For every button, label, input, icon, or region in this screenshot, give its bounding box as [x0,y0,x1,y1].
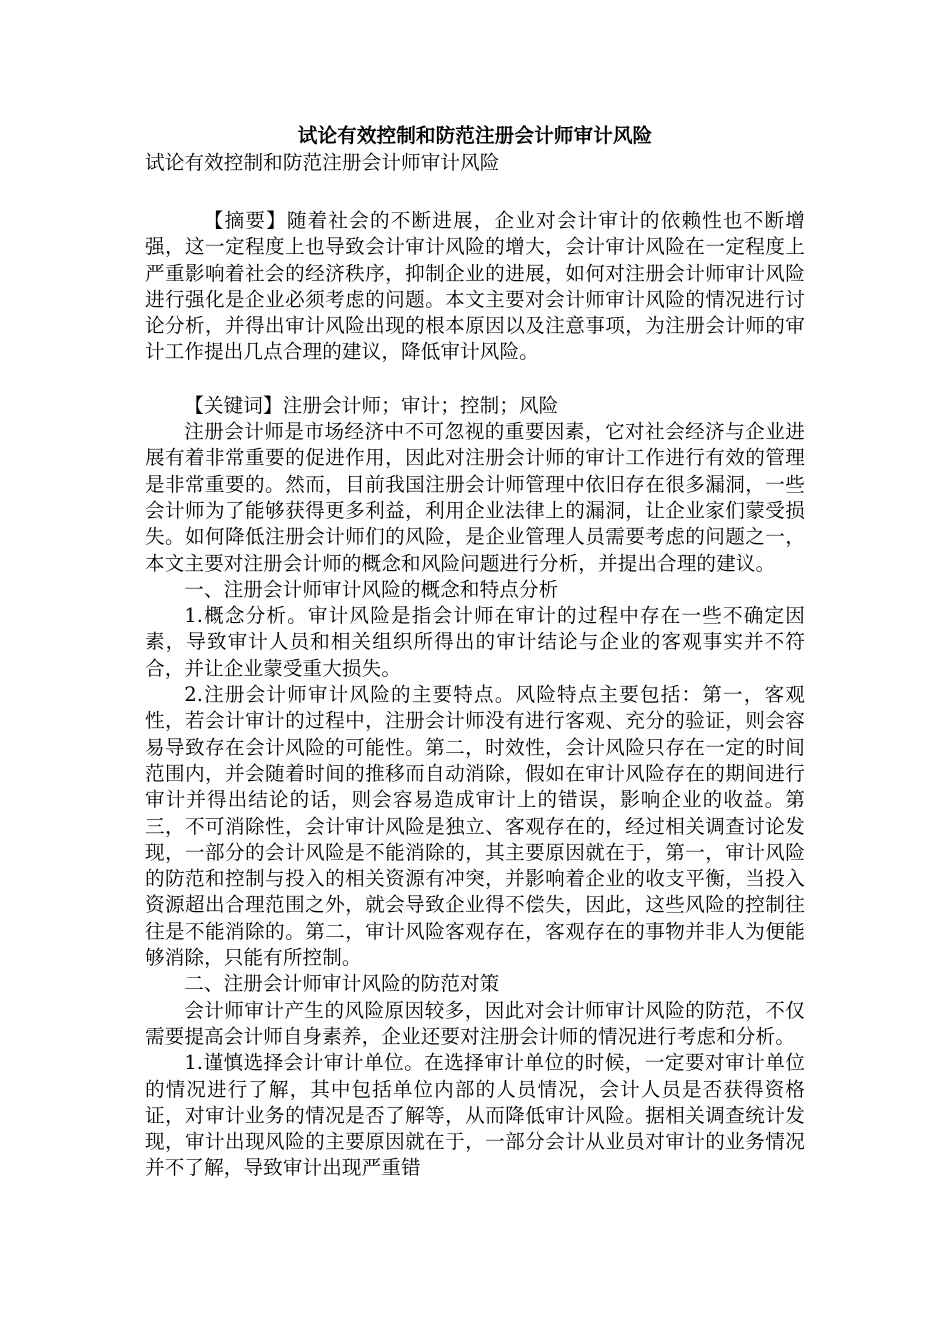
keywords-line: 【关键词】注册会计师；审计；控制；风险 [184,393,559,417]
section-heading-2: 二、注册会计师审计风险的防范对策 [184,972,500,996]
section1-paragraph-2: 2.注册会计师审计风险的主要特点。风险特点主要包括：第一，客观性，若会计审计的过程中，注册会计师没有进行客观、充分的验证，则会容易导致存在会计风险的可能性。第二，时效性，会计风险只存在一定的时间范围内，并会随着时间的推移而自动消除，假如在审计风险存在的期间进行审计并得出结论的话，则会容易造成审计上的错误，影响企业的收益。第三，不可消除性，会计审计风险是独立、客观存在的，经过相关调查讨论发现，一部分的会计风险是不能消除的，其主要原因就在于，第一，审计风险的防范和控制与投入的相关资源有冲突，并影响着企业的收支平衡，当投入资源超出合理范围之外，就会导致企业得不偿失，因此，这些风险的控制往往是不能消除的。第二，审计风险客观存在，客观存在的事物并非人为便能够消除，只能有所控制。 [145,683,805,970]
section2-paragraph-1: 会计师审计产生的风险原因较多，因此对会计师审计风险的防范，不仅需要提高会计师自身素养，企业还要对注册会计师的情况进行考虑和分析。 [145,998,805,1048]
section1-paragraph-1: 1.概念分析。审计风险是指会计师在审计的过程中存在一些不确定因素，导致审计人员和相关组织所得出的审计结论与企业的客观事实并不符合，并让企业蒙受重大损失。 [145,604,805,680]
section-heading-1: 一、注册会计师审计风险的概念和特点分析 [184,577,559,601]
intro-paragraph: 注册会计师是市场经济中不可忽视的重要因素，它对社会经济与企业进展有着非常重要的促进作用，因此对注册会计师的审计工作进行有效的管理是非常重要的。然而，目前我国注册会计师管理中依旧存在很多漏洞，一些会计师为了能够获得更多利益，利用企业法律上的漏洞，让企业家们蒙受损失。如何降低注册会计师们的风险，是企业管理人员需要考虑的问题之一，本文主要对注册会计师的概念和风险问题进行分析，并提出合理的建议。 [145,420,805,575]
document-subtitle: 试论有效控制和防范注册会计师审计风险 [145,151,500,174]
document-title: 试论有效控制和防范注册会计师审计风险 [297,124,653,147]
abstract-paragraph: 【摘要】随着社会的不断进展，企业对会计审计的依赖性也不断增强，这一定程度上也导致会计审计风险的增大，会计审计风险在一定程度上严重影响着社会的经济秩序，抑制企业的进展，如何对注册会计师审计风险进行强化是企业必须考虑的问题。本文主要对会计师审计风险的情况进行讨论分析，并得出审计风险出现的根本原因以及注意事项，为注册会计师的审计工作提出几点合理的建议，降低审计风险。 [145,209,805,364]
section2-paragraph-2: 1.谨慎选择会计审计单位。在选择审计单位的时候，一定要对审计单位的情况进行了解，其中包括单位内部的人员情况，会计人员是否获得资格证，对审计业务的情况是否了解等，从而降低审计风险。据相关调查统计发现，审计出现风险的主要原因就在于，一部分会计从业员对审计的业务情况并不了解，导致审计出现严重错 [145,1051,805,1180]
document-body [145,122,805,1182]
